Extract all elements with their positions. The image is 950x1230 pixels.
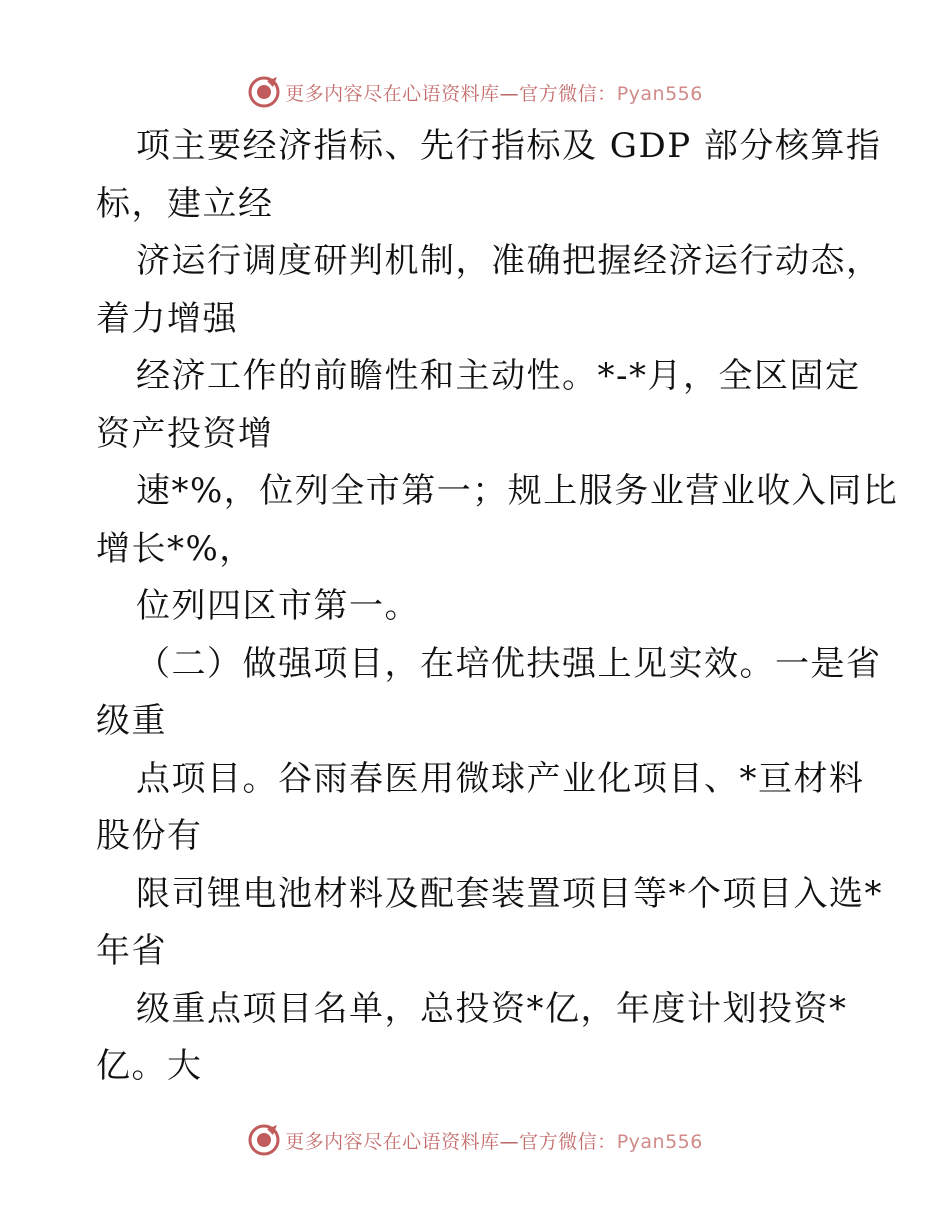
paragraph-line: 项主要经济指标、先行指标及 GDP 部分核算指	[136, 126, 882, 166]
paragraph-line: 级重	[96, 701, 167, 741]
paragraph-line: 资产投资增	[96, 413, 274, 454]
header-text	[285, 79, 703, 106]
footer-dash: —	[499, 1130, 520, 1153]
footer-wechat-id: Pyan556	[616, 1130, 703, 1153]
paragraph-line: 济运行调度研判机制，准确把握经济运行动态，	[136, 241, 882, 281]
header-banner	[0, 72, 950, 112]
header-brand: 更多内容尽在心语资料库	[285, 82, 500, 105]
paragraph-line: 增长*%，	[96, 528, 255, 569]
paragraph-line: 着力增强	[96, 298, 238, 339]
paragraph-line: 点项目。谷雨春医用微球产业化项目、*亘材料	[136, 758, 865, 799]
paragraph-line: 经济工作的前瞻性和主动性。*-*月，全区固定	[136, 356, 861, 396]
footer-brand: 更多内容尽在心语资料库	[285, 1130, 500, 1153]
paragraph-line: 速*%，位列全市第一；规上服务业营业收入同比	[136, 471, 899, 511]
paragraph-line: 限司锂电池材料及配套装置项目等*个项目入选*	[136, 873, 883, 914]
paragraph-line: 标，建立经	[96, 183, 274, 224]
header-dash: —	[499, 82, 520, 105]
paragraph-line: 股份有	[96, 816, 203, 856]
logo-icon	[247, 1123, 281, 1157]
logo-icon	[247, 75, 281, 109]
footer-text	[285, 1127, 703, 1154]
footer-wechat-label: 官方微信：	[519, 1130, 617, 1153]
footer-banner	[0, 1120, 950, 1160]
paragraph-line: 年省	[96, 931, 167, 971]
header-wechat-label: 官方微信：	[519, 82, 617, 105]
document-body	[96, 118, 899, 1096]
paragraph-line: 位列四区市第一。	[136, 586, 420, 626]
paragraph-line: 亿。大	[96, 1046, 203, 1086]
paragraph-line: （二）做强项目，在培优扶强上见实效。一是省	[136, 643, 882, 684]
paragraph-line: 级重点项目名单，总投资*亿，年度计划投资*	[136, 988, 848, 1029]
header-wechat-id: Pyan556	[616, 82, 703, 105]
